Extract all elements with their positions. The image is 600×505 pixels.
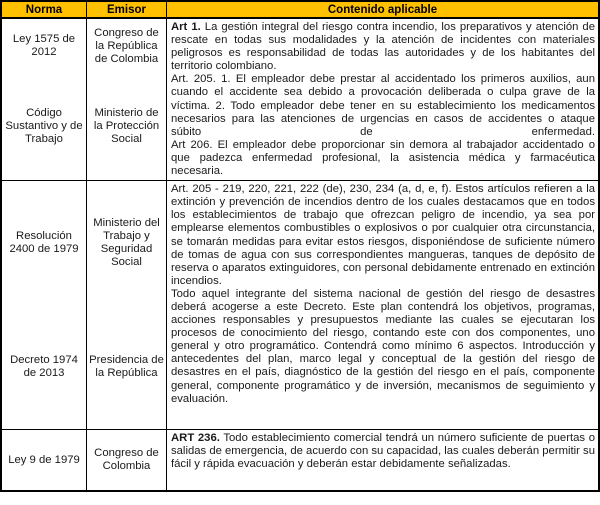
table-section-2 (2, 180, 598, 429)
emisor-cell (87, 181, 167, 429)
emisor-value: Congreso de la República de Colombia (94, 26, 159, 65)
article-text: Art. 205 - 219, 220, 221, 222 (de), 230, 234 (a, d, e, f). Estos artículos refieren a la extinción y prevención de incendios dentro de los cuales destacamos que en todos los establecimientos de trabajo que ofrezcan peligro de incendio, ya sea por emplearse elementos combustibles o explosivos o por cualquier otra circunstancia, se tomarán medidas para evitar estos riesgos, disponiéndose de suficiente número de tomas de agua con sus correspondientes mangueras, tanques de depósito de reserva o aparatos extinguidores, con personal debidamente entrenado en extinción incendios. (171, 183, 595, 287)
emisor-entry (87, 305, 166, 429)
content-cell (167, 181, 598, 429)
content-paragraph (171, 73, 595, 138)
table-header-row (2, 2, 598, 19)
norma-value: Resolución 2400 de 1979 (9, 230, 79, 256)
emisor-value: Ministerio de la Protección Social (93, 107, 160, 146)
norma-entry (2, 305, 86, 429)
norma-value: Código Sustantivo y de Trabajo (5, 107, 83, 146)
norma-value: Ley 9 de 1979 (8, 453, 80, 466)
table-section-1 (2, 19, 598, 180)
norma-entry (2, 19, 86, 73)
norma-entry (2, 430, 86, 490)
emisor-entry (87, 19, 166, 73)
content-paragraph (171, 139, 595, 178)
article-text: La gestión integral del riesgo contra incendio, los preparativos y atención de rescate en todas sus modalidades y la atención de incidentes con materiales peligrosos es responsabilidad de todas las autoridades y de los habitantes del territorio colombiano. (171, 21, 595, 73)
column-header-contenido: Contenido aplicable (327, 4, 438, 16)
emisor-value: Ministerio del Trabajo y Seguridad Social (93, 217, 160, 269)
emisor-cell (87, 430, 167, 490)
column-header-norma: Norma (2, 2, 87, 17)
content-paragraph (171, 183, 595, 288)
norma-cell (2, 19, 87, 180)
emisor-value: Congreso de Colombia (94, 447, 159, 473)
content-paragraph (171, 21, 595, 73)
norma-cell (2, 181, 87, 429)
norma-value: Ley 1575 de 2012 (12, 33, 76, 59)
norma-cell (2, 430, 87, 490)
emisor-entry (87, 181, 166, 305)
column-header-emisor: Emisor (87, 2, 167, 17)
article-lead: Art 1. (171, 21, 201, 33)
content-paragraph (171, 288, 595, 406)
table-section-3 (2, 429, 598, 490)
article-lead: ART 236. (171, 432, 220, 445)
emisor-value: Presidencia de la República (89, 354, 164, 380)
content-paragraph (171, 432, 595, 471)
content-cell (167, 430, 598, 490)
article-text: Todo establecimiento comercial tendrá un número suficiente de puertas o salidas de emergencia, de acuerdo con su capacidad, las cuales deberán permitir su fácil y rápida evacuación y deberán estar debidamente señalizadas. (171, 432, 595, 471)
emisor-entry (87, 73, 166, 180)
article-text: Art 206. El empleador debe proporcionar sin demora al trabajador accidentado o que padezca enfermedad profesional, la asistencia médica y farmacéutica necesaria. (171, 138, 595, 178)
content-cell (167, 19, 598, 180)
emisor-entry (87, 430, 166, 490)
article-text: Todo aquel integrante del sistema nacional de gestión del riesgo de desastres deberá acogerse a este Decreto. Este plan contendrá los objetivos, programas, acciones responsables y presupuestos mediante las cuales se ejecutaran los procesos de conocimiento del riesgo, contando este con dos componentes, uno general y otro programático. Contendrá como mínimo 6 aspectos. Introducción y antecedentes del plan, marco legal y conceptual de la gestión del riesgo de desastres en el país, diagnóstico de la gestión del riesgo en el país, componente general, componente programático y de inversión, mecanismos de seguimiento y evaluación. (171, 287, 595, 405)
norma-entry (2, 181, 86, 305)
emisor-cell (87, 19, 167, 180)
article-text: Art. 205. 1. El empleador debe prestar al accidentado los primeros auxilios, aun cuando el accidente sea debido a provocación deliberada o culpa grave de la víctima. 2. Todo empleador debe tener en su establecimiento los medicamentos necesarios para las atenciones de urgencias en casos de accidentes o ataque súbito de enfermedad. (171, 73, 595, 138)
norma-value: Decreto 1974 de 2013 (10, 354, 78, 380)
norma-entry (2, 73, 86, 180)
